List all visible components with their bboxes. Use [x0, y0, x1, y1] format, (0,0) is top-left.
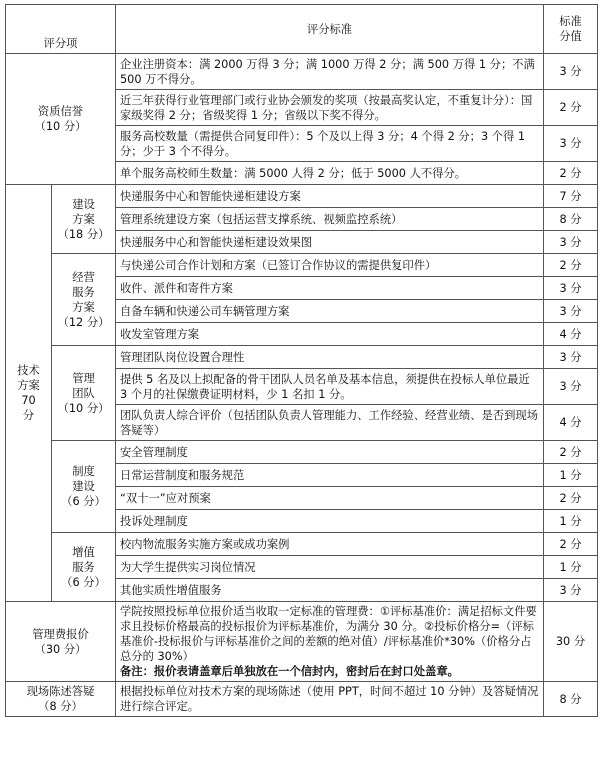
group-label-line: 建设 [72, 197, 95, 211]
group-label-line: （10 分） [57, 401, 110, 415]
group-label-line: 建设 [72, 480, 95, 493]
group-label-rules [52, 441, 116, 533]
technical-label-line3: 70 [21, 394, 36, 407]
criterion-text: 快递服务中心和智能快递柜建设方案 [116, 185, 544, 208]
criterion-text: 单个服务高校师生数量：满 5000 人得 2 分；低于 5000 人不得分。 [116, 162, 544, 185]
fee-label [6, 602, 116, 682]
criterion-text: 其他实质性增值服务 [116, 579, 544, 602]
criterion-text: 与快递公司合作计划和方案（已签订合作协议的需提供复印件） [116, 254, 544, 277]
header-points-line2: 分值 [559, 30, 582, 43]
criterion-points: 1 分 [544, 510, 598, 533]
criterion-points: 4 分 [544, 405, 598, 441]
criterion-points: 7 分 [544, 185, 598, 208]
criterion-text: 提供 5 名及以上拟配备的骨干团队人员名单及基本信息，须提供在投标人单位最近 3 个月的社保缴费证明材料，少 1 名扣 1 分。 [116, 369, 544, 405]
group-label-line: 经营 [72, 270, 95, 284]
criterion-points: 3 分 [544, 277, 598, 300]
technical-label-line1: 技术 [17, 364, 40, 377]
header-standard: 评分标准 [116, 5, 544, 54]
presentation-criterion: 根据投标单位对技术方案的现场陈述（使用 PPT，时间不超过 10 分钟）及答疑情况进行综合评定。 [116, 682, 544, 717]
fee-criterion [116, 602, 544, 682]
group-label-value-added [52, 533, 116, 602]
table-row [6, 254, 598, 277]
criterion-points: 2 分 [544, 487, 598, 510]
presentation-label [6, 682, 116, 717]
qualification-name: 资质信誉 [37, 105, 84, 118]
header-points [544, 5, 598, 54]
table-row [6, 682, 598, 717]
group-label-line: （6 分） [61, 575, 106, 589]
fee-note: 备注：报价表请盖章后单独放在一个信封内，密封后在封口处盖章。 [120, 665, 459, 678]
criterion-text: 为大学生提供实习岗位情况 [116, 556, 544, 579]
criterion-text: 日常运营制度和服务规范 [116, 464, 544, 487]
criterion-text: 收发室管理方案 [116, 323, 544, 346]
criterion-points: 3 分 [544, 54, 598, 90]
group-label-operation [52, 254, 116, 346]
criterion-text: 服务高校数量（需提供合同复印件）：5 个及以上得 3 分；4 个得 2 分；3 个得 1 分；少于 3 个不得分。 [116, 126, 544, 162]
table-row [6, 602, 598, 682]
criterion-text: “双十一”应对预案 [116, 487, 544, 510]
presentation-name: 现场陈述答疑 [26, 685, 95, 698]
criterion-points: 1 分 [544, 556, 598, 579]
criterion-points: 3 分 [544, 579, 598, 602]
group-label-line: 方案 [72, 212, 95, 226]
group-label-line: 制度 [72, 465, 95, 478]
criterion-text: 管理团队岗位设置合理性 [116, 346, 544, 369]
criterion-points: 3 分 [544, 126, 598, 162]
criterion-text: 安全管理制度 [116, 441, 544, 464]
table-row [6, 533, 598, 556]
criterion-points: 1 分 [544, 464, 598, 487]
criterion-text: 团队负责人综合评价（包括团队负责人管理能力、工作经验、经营业绩、是否到现场答疑等） [116, 405, 544, 441]
group-label-line: （18 分） [57, 227, 110, 241]
table-row [6, 185, 598, 208]
header-item: 评分项 [6, 5, 116, 54]
table-row [6, 346, 598, 369]
criterion-text: 投诉处理制度 [116, 510, 544, 533]
technical-label-line2: 方案 [17, 379, 40, 392]
group-label-line: 管理 [72, 371, 95, 385]
criterion-points: 3 分 [544, 231, 598, 254]
criterion-points: 3 分 [544, 346, 598, 369]
criterion-points: 2 分 [544, 162, 598, 185]
header-points-line1: 标准 [559, 15, 582, 28]
technical-label-line4: 分 [22, 409, 35, 422]
group-label-construction [52, 185, 116, 254]
group-label-line: 团队 [72, 386, 95, 400]
table-row [6, 54, 598, 90]
qualification-label [6, 54, 116, 185]
criterion-text: 自备车辆和快递公司车辆管理方案 [116, 300, 544, 323]
group-label-team [52, 346, 116, 441]
criterion-text: 收件、派件和寄件方案 [116, 277, 544, 300]
criterion-text: 校内物流服务实施方案或成功案例 [116, 533, 544, 556]
group-label-line: 服务 [72, 560, 95, 574]
group-label-line: 方案 [72, 300, 95, 314]
criterion-points: 4 分 [544, 323, 598, 346]
criterion-text: 近三年获得行业管理部门或行业协会颁发的奖项（按最高奖认定，不重复计分）：国家级奖得 2 分；省级奖得 1 分；省级以下奖不得分。 [116, 90, 544, 126]
criterion-text: 管理系统建设方案（包括运营支撑系统、视频监控系统） [116, 208, 544, 231]
criterion-points: 3 分 [544, 300, 598, 323]
presentation-points: 8 分 [544, 682, 598, 717]
fee-points: 30 分 [544, 602, 598, 682]
presentation-sub: （8 分） [38, 700, 83, 713]
scoring-table [5, 4, 598, 717]
table-row [6, 441, 598, 464]
group-label-line: 增值 [72, 545, 95, 559]
criterion-text: 快递服务中心和智能快递柜建设效果图 [116, 231, 544, 254]
header-row [6, 5, 598, 54]
group-label-line: （12 分） [57, 315, 110, 329]
technical-label [6, 185, 52, 602]
fee-name: 管理费报价 [32, 627, 89, 641]
group-label-line: 服务 [72, 285, 95, 299]
fee-sub: （30 分） [34, 642, 87, 656]
criterion-points: 2 分 [544, 90, 598, 126]
criterion-points: 3 分 [544, 369, 598, 405]
criterion-points: 2 分 [544, 254, 598, 277]
criterion-points: 2 分 [544, 441, 598, 464]
criterion-points: 8 分 [544, 208, 598, 231]
criterion-text: 企业注册资本：满 2000 万得 3 分；满 1000 万得 2 分；满 500 万得 1 分；不满 500 万不得分。 [116, 54, 544, 90]
fee-criterion-text: 学院按照投标单位报价适当收取一定标准的管理费：①评标基准价：满足招标文件要求且投标价格最高的投标报价为评标基准价，为满分 30 分。②投标价格分=（评标基准价-投标报价与评标基准价之间的差额的绝对值）/评标基准价*30%（价格分占总分的 30%） [120, 605, 537, 663]
criterion-points: 2 分 [544, 533, 598, 556]
group-label-line: （6 分） [61, 495, 106, 508]
qualification-sub: （10 分） [34, 120, 87, 133]
